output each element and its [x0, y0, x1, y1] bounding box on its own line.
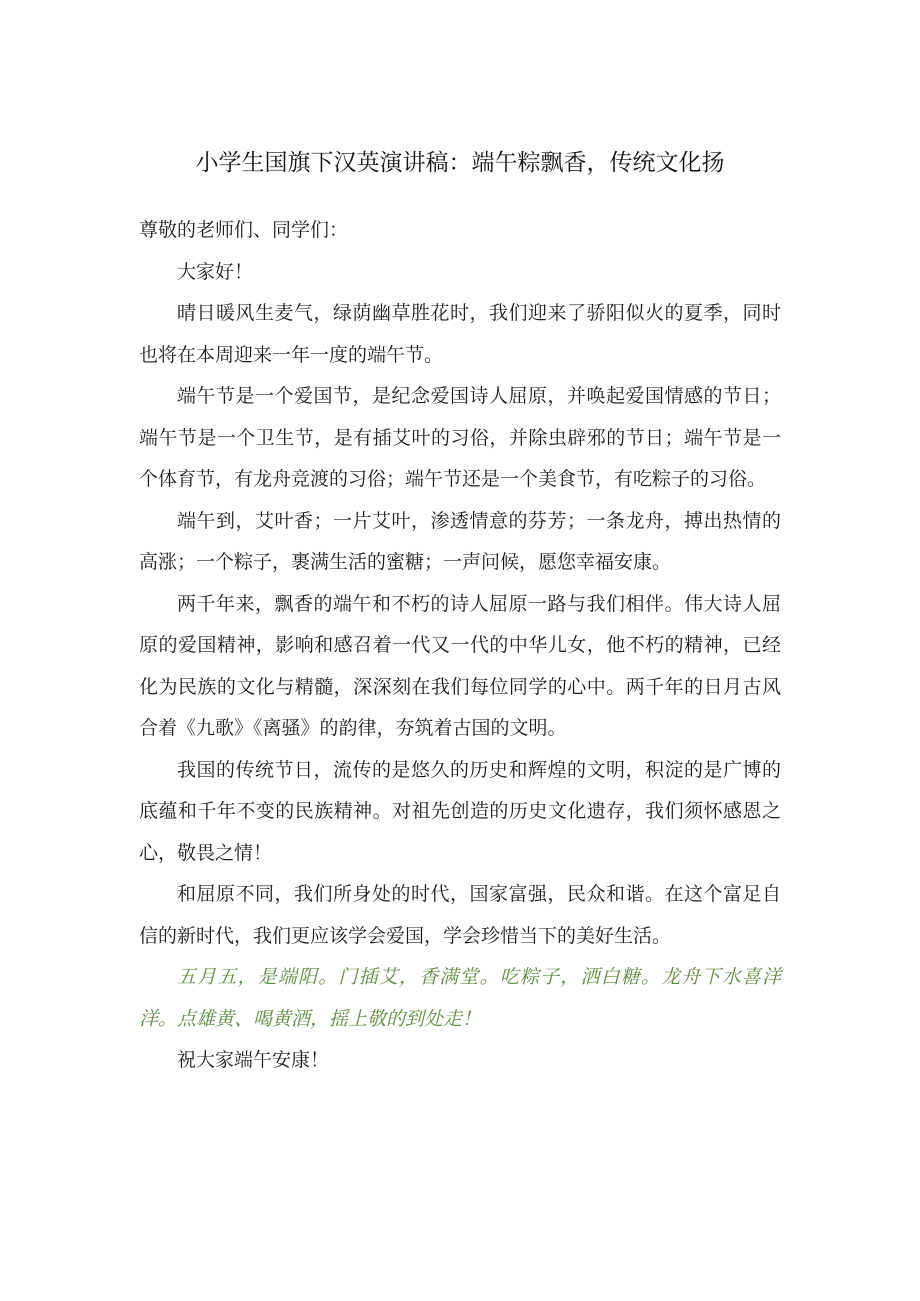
salutation: 尊敬的老师们、同学们： [139, 219, 349, 241]
paragraph: 我国的传统节日，流传的是悠久的历史和辉煌的文明，积淀的是广博的底蕴和千年不变的民族精神。对祖先创造的历史文化遗存，我们须怀感恩之心，敬畏之情！ [139, 758, 781, 864]
paragraph: 两千年来，飘香的端午和不朽的诗人屈原一路与我们相伴。伟大诗人屈原的爱国精神，影响和感召着一代又一代的中华儿女，他不朽的精神，已经化为民族的文化与精髓，深深刻在我们每位同学的心中。两千年的日月古风合着《九歌》《离骚》的韵律，夯筑着古国的文明。 [139, 592, 781, 739]
closing-line: 祝大家端午安康！ [177, 1049, 330, 1071]
paragraph: 和屈原不同，我们所身处的时代，国家富强，民众和谐。在这个富足自信的新时代，我们更应该学会爱国，学会珍惜当下的美好生活。 [139, 883, 781, 947]
poem-verse: 五月五，是端阳。门插艾，香满堂。吃粽子，洒白糖。龙舟下水喜洋洋。点雄黄、喝黄酒，摇上敬的到处走！ [139, 966, 781, 1030]
greeting: 大家好！ [177, 260, 254, 283]
document-title: 小学生国旗下汉英演讲稿：端午粽飘香，传统文化扬 [195, 150, 725, 176]
document-body [139, 210, 781, 1082]
paragraph: 端午到，艾叶香；一片艾叶，渗透情意的芬芳；一条龙舟，搏出热情的高涨；一个粽子，裹满生活的蜜糖；一声问候，愿您幸福安康。 [139, 509, 781, 573]
paragraph: 端午节是一个爱国节，是纪念爱国诗人屈原，并唤起爱国情感的节日；端午节是一个卫生节，是有插艾叶的习俗，并除虫辟邪的节日；端午节是一个体育节，有龙舟竞渡的习俗；端午节还是一个美食节，有吃粽子的习俗。 [139, 385, 781, 490]
paragraph: 晴日暖风生麦气，绿荫幽草胜花时，我们迎来了骄阳似火的夏季，同时也将在本周迎来一年一度的端午节。 [139, 302, 781, 366]
